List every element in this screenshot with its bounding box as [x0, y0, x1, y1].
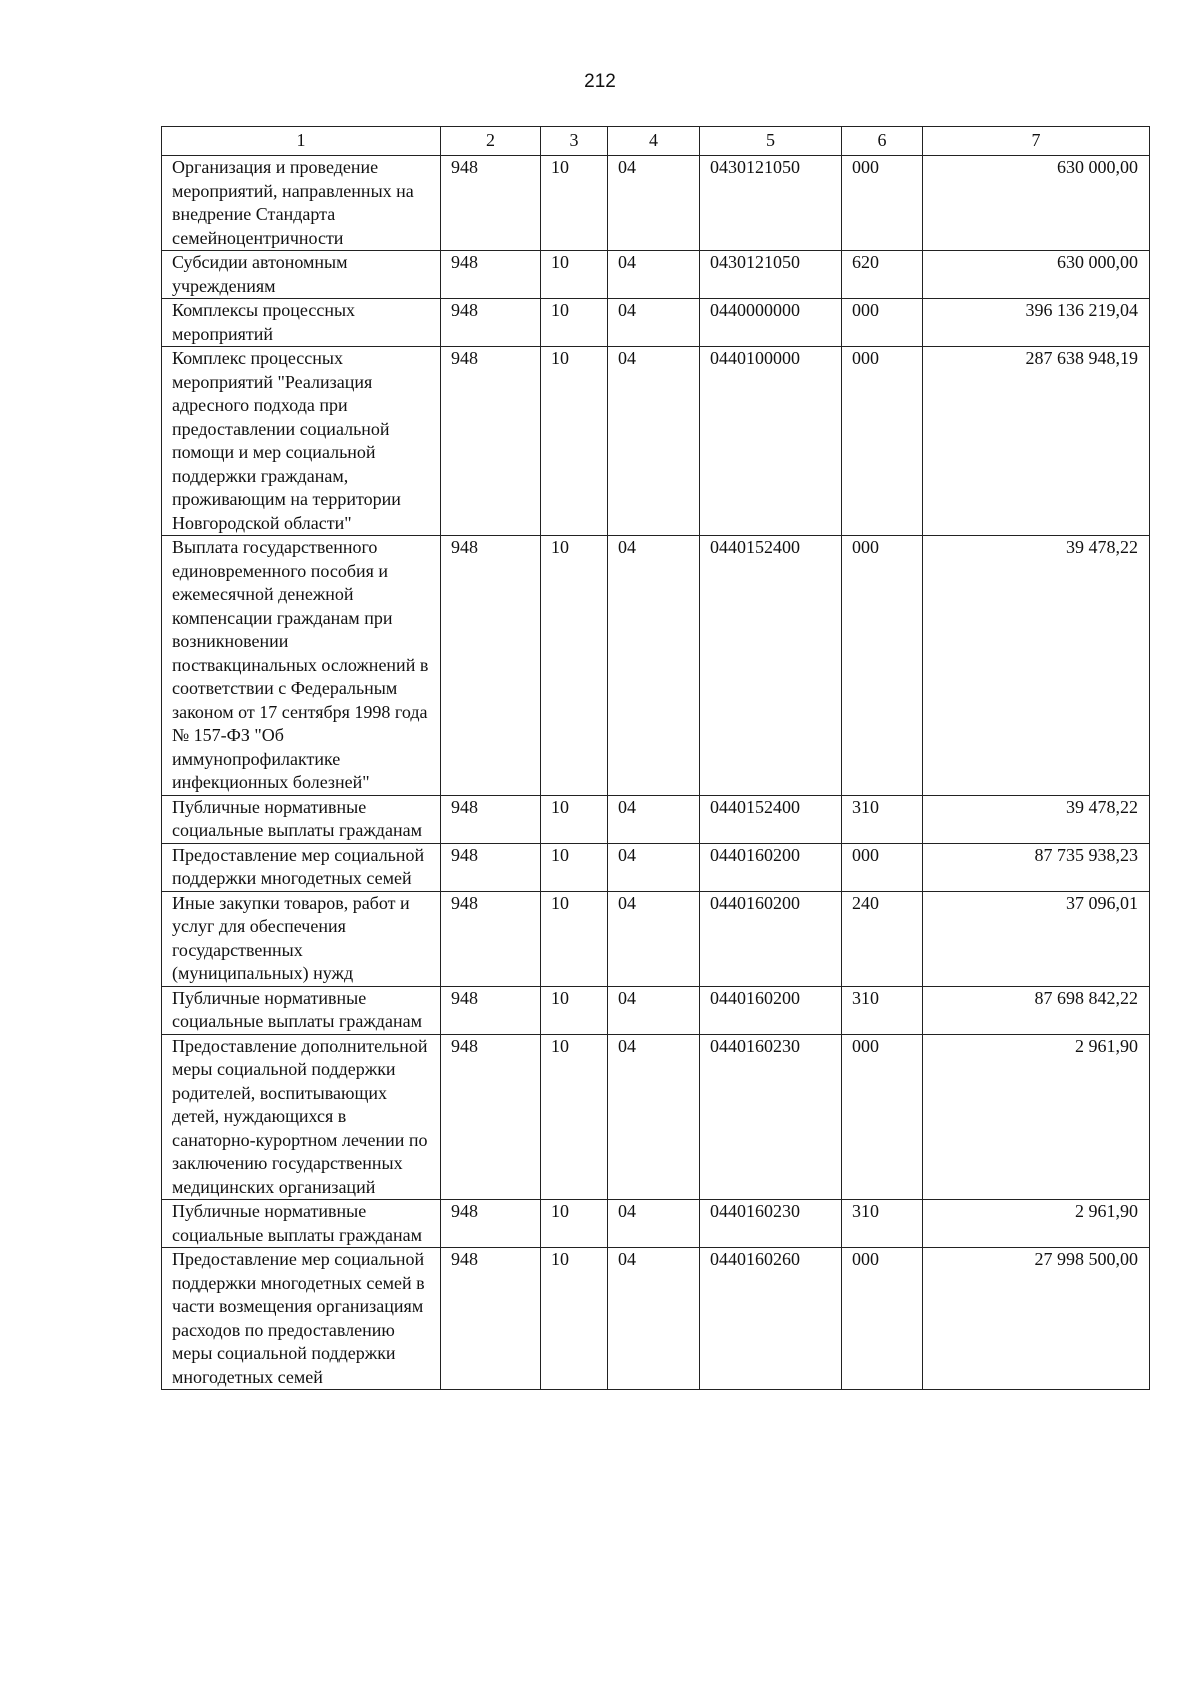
- row-name-cell: Предоставление дополнительной меры социальной поддержки родителей, воспитывающих детей, нуждающихся в санаторно-курортном лечении по заключению государственных медицинских организаций: [162, 1034, 441, 1200]
- row-amount-cell: 2 961,90: [923, 1200, 1150, 1248]
- table-row: [162, 1248, 1150, 1390]
- row-subsection-cell: 04: [608, 536, 700, 796]
- row-grbs-cell: 948: [441, 347, 541, 536]
- table-row: [162, 347, 1150, 536]
- row-amount-cell: 39 478,22: [923, 795, 1150, 843]
- row-target-article-cell: 0440100000: [700, 347, 842, 536]
- row-section-cell: 10: [541, 891, 608, 986]
- row-subsection-cell: 04: [608, 843, 700, 891]
- row-target-article-cell: 0440152400: [700, 795, 842, 843]
- row-target-article-cell: 0430121050: [700, 251, 842, 299]
- row-target-article-cell: 0440160200: [700, 986, 842, 1034]
- row-target-article-cell: 0440160230: [700, 1034, 842, 1200]
- row-subsection-cell: 04: [608, 795, 700, 843]
- table-row: [162, 891, 1150, 986]
- table-row: [162, 299, 1150, 347]
- row-amount-cell: 630 000,00: [923, 156, 1150, 251]
- row-expense-type-cell: 000: [842, 843, 923, 891]
- row-amount-cell: 287 638 948,19: [923, 347, 1150, 536]
- row-target-article-cell: 0440000000: [700, 299, 842, 347]
- header-col-6: 6: [842, 127, 923, 156]
- row-amount-cell: 27 998 500,00: [923, 1248, 1150, 1390]
- table-row: [162, 1200, 1150, 1248]
- row-expense-type-cell: 240: [842, 891, 923, 986]
- row-section-cell: 10: [541, 536, 608, 796]
- row-subsection-cell: 04: [608, 986, 700, 1034]
- row-amount-cell: 2 961,90: [923, 1034, 1150, 1200]
- row-section-cell: 10: [541, 299, 608, 347]
- row-target-article-cell: 0440160200: [700, 891, 842, 986]
- row-name-cell: Публичные нормативные социальные выплаты гражданам: [162, 795, 441, 843]
- row-expense-type-cell: 310: [842, 795, 923, 843]
- row-section-cell: 10: [541, 347, 608, 536]
- row-grbs-cell: 948: [441, 986, 541, 1034]
- row-section-cell: 10: [541, 1200, 608, 1248]
- row-name-cell: Комплекс процессных мероприятий "Реализация адресного подхода при предоставлении социальной помощи и мер социальной поддержки гражданам, проживающим на территории Новгородской области": [162, 347, 441, 536]
- table-row: [162, 795, 1150, 843]
- row-expense-type-cell: 000: [842, 156, 923, 251]
- row-section-cell: 10: [541, 843, 608, 891]
- table-row: [162, 986, 1150, 1034]
- row-target-article-cell: 0440152400: [700, 536, 842, 796]
- row-target-article-cell: 0440160260: [700, 1248, 842, 1390]
- table-row: [162, 156, 1150, 251]
- row-section-cell: 10: [541, 156, 608, 251]
- row-subsection-cell: 04: [608, 1200, 700, 1248]
- row-section-cell: 10: [541, 986, 608, 1034]
- row-section-cell: 10: [541, 1034, 608, 1200]
- row-subsection-cell: 04: [608, 1248, 700, 1390]
- row-section-cell: 10: [541, 1248, 608, 1390]
- table-row: [162, 251, 1150, 299]
- row-name-cell: Предоставление мер социальной поддержки многодетных семей: [162, 843, 441, 891]
- row-grbs-cell: 948: [441, 1200, 541, 1248]
- row-subsection-cell: 04: [608, 1034, 700, 1200]
- row-grbs-cell: 948: [441, 536, 541, 796]
- row-grbs-cell: 948: [441, 1034, 541, 1200]
- row-name-cell: Выплата государственного единовременного пособия и ежемесячной денежной компенсации гражданам при возникновении поствакцинальных осложнений в соответствии с Федеральным законом от 17 сентября 1998 года № 157-ФЗ "Об иммунопрофилактике инфекционных болезней": [162, 536, 441, 796]
- row-target-article-cell: 0440160200: [700, 843, 842, 891]
- row-subsection-cell: 04: [608, 347, 700, 536]
- row-grbs-cell: 948: [441, 251, 541, 299]
- table-header-row: [162, 127, 1150, 156]
- row-subsection-cell: 04: [608, 299, 700, 347]
- row-expense-type-cell: 310: [842, 1200, 923, 1248]
- row-amount-cell: 630 000,00: [923, 251, 1150, 299]
- row-expense-type-cell: 620: [842, 251, 923, 299]
- row-expense-type-cell: 000: [842, 1034, 923, 1200]
- row-name-cell: Предоставление мер социальной поддержки многодетных семей в части возмещения организациям расходов по предоставлению меры социальной поддержки многодетных семей: [162, 1248, 441, 1390]
- row-expense-type-cell: 310: [842, 986, 923, 1034]
- header-col-3: 3: [541, 127, 608, 156]
- row-subsection-cell: 04: [608, 156, 700, 251]
- row-amount-cell: 396 136 219,04: [923, 299, 1150, 347]
- row-name-cell: Публичные нормативные социальные выплаты гражданам: [162, 1200, 441, 1248]
- row-grbs-cell: 948: [441, 843, 541, 891]
- table-row: [162, 843, 1150, 891]
- row-subsection-cell: 04: [608, 251, 700, 299]
- header-col-4: 4: [608, 127, 700, 156]
- row-expense-type-cell: 000: [842, 347, 923, 536]
- row-grbs-cell: 948: [441, 1248, 541, 1390]
- header-col-7: 7: [923, 127, 1150, 156]
- row-section-cell: 10: [541, 795, 608, 843]
- row-name-cell: Публичные нормативные социальные выплаты гражданам: [162, 986, 441, 1034]
- header-col-1: 1: [162, 127, 441, 156]
- row-amount-cell: 87 698 842,22: [923, 986, 1150, 1034]
- row-grbs-cell: 948: [441, 299, 541, 347]
- row-name-cell: Иные закупки товаров, работ и услуг для обеспечения государственных (муниципальных) нужд: [162, 891, 441, 986]
- header-col-5: 5: [700, 127, 842, 156]
- row-amount-cell: 37 096,01: [923, 891, 1150, 986]
- budget-table: [161, 126, 1150, 1390]
- row-name-cell: Комплексы процессных мероприятий: [162, 299, 441, 347]
- row-expense-type-cell: 000: [842, 1248, 923, 1390]
- row-amount-cell: 39 478,22: [923, 536, 1150, 796]
- table-row: [162, 536, 1150, 796]
- row-section-cell: 10: [541, 251, 608, 299]
- row-target-article-cell: 0440160230: [700, 1200, 842, 1248]
- row-expense-type-cell: 000: [842, 536, 923, 796]
- row-expense-type-cell: 000: [842, 299, 923, 347]
- row-amount-cell: 87 735 938,23: [923, 843, 1150, 891]
- row-name-cell: Субсидии автономным учреждениям: [162, 251, 441, 299]
- page-number: 212: [584, 71, 616, 92]
- table-row: [162, 1034, 1150, 1200]
- header-col-2: 2: [441, 127, 541, 156]
- row-grbs-cell: 948: [441, 891, 541, 986]
- row-grbs-cell: 948: [441, 795, 541, 843]
- row-target-article-cell: 0430121050: [700, 156, 842, 251]
- row-subsection-cell: 04: [608, 891, 700, 986]
- row-grbs-cell: 948: [441, 156, 541, 251]
- row-name-cell: Организация и проведение мероприятий, направленных на внедрение Стандарта семейноцентричности: [162, 156, 441, 251]
